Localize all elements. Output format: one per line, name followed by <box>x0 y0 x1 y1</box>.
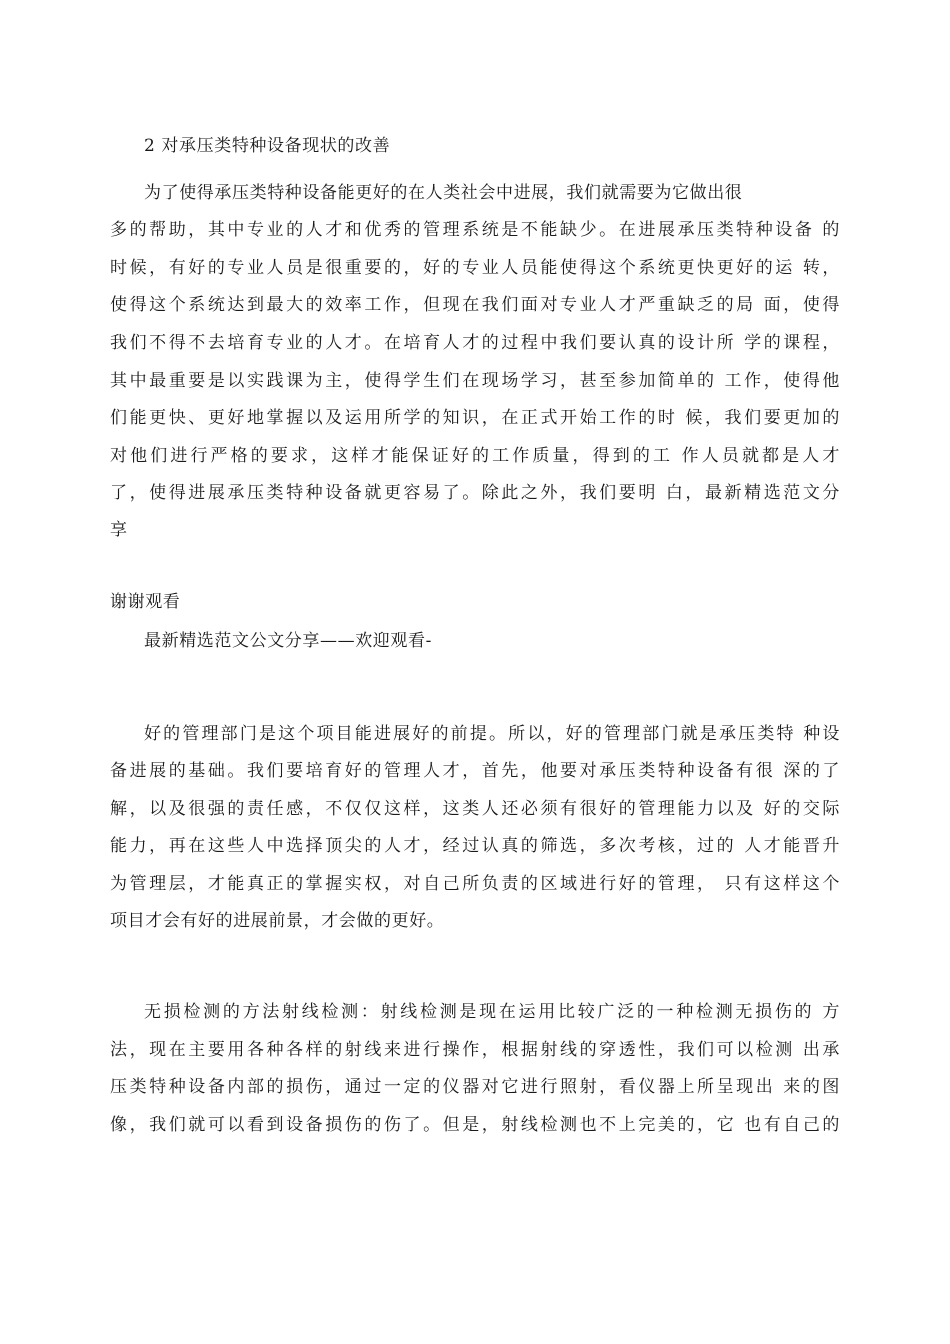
paragraph-line: 法，现在主要用各种各样的射线来进行操作，根据射线的穿透性，我们可以检测 出承 <box>110 1040 840 1060</box>
paragraph-line: 使得这个系统达到最大的效率工作，但现在我们面对专业人才严重缺乏的局 面，使得 <box>110 295 840 315</box>
paragraph-line: 们能更快、更好地掌握以及运用所学的知识，在正式开始工作的时 候，我们要更加的 <box>110 408 840 428</box>
paragraph-line: 时候，有好的专业人员是很重要的，好的专业人员能使得这个系统更快更好的运 转， <box>110 258 840 278</box>
paragraph-line: 了，使得进展承压类特种设备就更容易了。除此之外，我们要明 白，最新精选范文分 <box>110 483 840 503</box>
paragraph-line: 享 <box>110 520 128 540</box>
paragraph-line: 为了使得承压类特种设备能更好的在人类社会中进展，我们就需要为它做出很 <box>144 183 743 203</box>
paragraph-line: 压类特种设备内部的损伤，通过一定的仪器对它进行照射，看仪器上所呈现出 来的图 <box>110 1077 840 1097</box>
paragraph-line: 对他们进行严格的要求，这样才能保证好的工作质量，得到的工 作人员就都是人才 <box>110 446 840 466</box>
paragraph-line: 解，以及很强的责任感，不仅仅这样，这类人还必须有很好的管理能力以及 好的交际 <box>110 799 840 819</box>
paragraph-line: 多的帮助，其中专业的人才和优秀的管理系统是不能缺少。在进展承压类特种设备 的 <box>110 220 840 240</box>
paragraph-line: 备进展的基础。我们要培育好的管理人才，首先，他要对承压类特种设备有很 深的了 <box>110 761 840 781</box>
paragraph-line: 无损检测的方法射线检测：射线检测是现在运用比较广泛的一种检测无损伤的 方 <box>144 1002 840 1022</box>
footer-note: 最新精选范文公文分享——欢迎观看- <box>144 631 432 651</box>
thanks-text: 谢谢观看 <box>110 592 181 612</box>
paragraph-line: 能力，再在这些人中选择顶尖的人才，经过认真的筛选，多次考核，过的 人才能晋升 <box>110 836 840 856</box>
paragraph-line: 项目才会有好的进展前景，才会做的更好。 <box>110 911 445 931</box>
paragraph-line: 其中最重要是以实践课为主，使得学生们在现场学习，甚至参加简单的 工作，使得他 <box>110 371 840 391</box>
paragraph-line: 好的管理部门是这个项目能进展好的前提。所以，好的管理部门就是承压类特 种设 <box>144 724 840 744</box>
paragraph-line: 像，我们就可以看到设备损伤的伤了。但是，射线检测也不上完美的，它 也有自己的 <box>110 1115 840 1135</box>
paragraph-line: 为管理层，才能真正的掌握实权，对自己所负责的区域进行好的管理， 只有这样这个 <box>110 874 840 894</box>
section-heading: 2 对承压类特种设备现状的改善 <box>144 136 391 156</box>
paragraph-line: 我们不得不去培育专业的人才。在培育人才的过程中我们要认真的设计所 学的课程， <box>110 333 840 353</box>
